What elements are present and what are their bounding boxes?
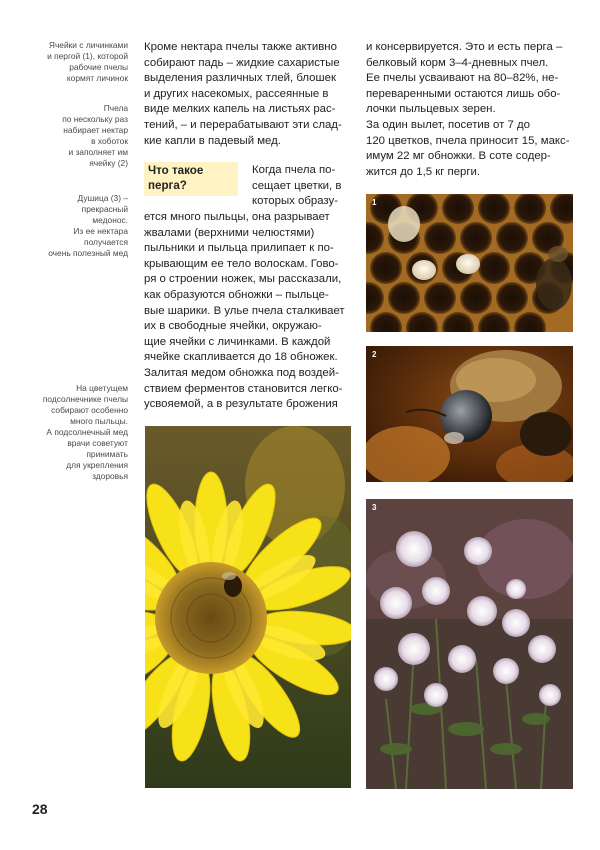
caption-line: Пчела: [103, 103, 128, 113]
photo-number: 3: [372, 503, 377, 512]
caption-line: набирает нектар: [63, 125, 128, 135]
text-line: ется много пыльцы, она разрывает: [144, 211, 330, 223]
heading-line: перга?: [148, 179, 187, 192]
text-line: собирают падь – жидкие сахаристые: [144, 56, 340, 69]
caption-line: принимать: [86, 449, 128, 459]
caption-line: медонос.: [92, 215, 128, 225]
text-line: Когда пчела по-: [252, 164, 336, 176]
caption-line: Ячейки с личинками: [48, 40, 128, 50]
caption-line: собирают особенно: [51, 405, 128, 415]
honeycomb-image: [366, 194, 573, 332]
text-line: выделения различных тлей, блошек: [144, 72, 336, 85]
body-text-right: [366, 40, 572, 180]
text-line: тений, – и перерабатывают эти слад-: [144, 118, 342, 131]
caption-oregano: [20, 193, 128, 259]
text-line: ячейке скапливается до 18 обножек.: [144, 351, 338, 364]
text-line: и консервируется. Это и есть перга –: [366, 41, 563, 53]
caption-line: кормят личинок: [66, 73, 128, 83]
section-heading: [148, 163, 203, 193]
text-line: сещает цветки, в: [252, 179, 342, 192]
text-line: За один вылет, посетив от 7 до: [366, 118, 530, 131]
caption-line: подсолнечнике пчелы: [42, 394, 128, 404]
caption-line: ячейку (2): [89, 158, 128, 168]
text-line: переваренными остаются лишь обо-: [366, 87, 561, 100]
photo-bee: [366, 346, 573, 482]
photo-honeycomb: [366, 194, 573, 332]
caption-bee-nectar: [20, 103, 128, 169]
caption-line: врачи советуют: [67, 438, 128, 448]
caption-line: и пергой (1), которой: [47, 51, 128, 61]
text-line: Кроме нектара пчелы также активно: [144, 41, 337, 53]
text-line: усвояемой, а в результате брожения: [144, 398, 338, 411]
text-line: которых образу-: [252, 195, 338, 208]
text-line: 120 цветков, пчела приносит 15, макс-: [366, 134, 570, 147]
photo-sunflower: [145, 426, 351, 788]
text-line: и других насекомых, рассеянные в: [144, 87, 329, 100]
text-line: лочки пыльцевых зерен.: [366, 103, 496, 116]
caption-line: Из ее нектара: [73, 226, 128, 236]
caption-line: Душица (3) –: [77, 193, 128, 203]
text-line: Ее пчелы усваивают на 80–82%, не-: [366, 72, 559, 85]
text-line: пыльники и пыльца прилипает к по-: [144, 242, 334, 255]
text-line: жится до 1,5 кг перги.: [366, 165, 481, 178]
text-line: кие капли в падевый мед.: [144, 134, 281, 147]
caption-line: прекрасный: [81, 204, 128, 214]
caption-sunflower: [20, 383, 128, 482]
caption-line: в хоботок: [91, 136, 128, 146]
caption-line: для укрепления: [66, 460, 128, 470]
text-line: как образуются обножки – пыльце-: [144, 288, 329, 301]
sunflower-image: [145, 426, 351, 788]
photo-number: 2: [372, 350, 377, 359]
caption-line: На цветущем: [76, 383, 128, 393]
body-text-top: [144, 40, 350, 149]
body-text-side: [252, 163, 350, 210]
caption-line: и заполняет им: [68, 147, 128, 157]
caption-line: получается: [84, 237, 128, 247]
heading-line: Что такое: [148, 164, 204, 177]
text-line: виде мелких капель на листьях рас-: [144, 103, 336, 116]
text-line: вые шарики. В улье пчела сталкивает: [144, 304, 345, 317]
caption-line: очень полезный мед: [48, 248, 128, 258]
photo-number: 1: [372, 198, 377, 207]
text-line: их в свободные ячейки, окружаю-: [144, 320, 322, 333]
body-text-bottom: [144, 210, 350, 413]
text-line: ствием ферментов становится легко-: [144, 382, 343, 395]
text-line: жвалами (верхними челюстями): [144, 226, 315, 239]
caption-line: А подсолнечный мед: [46, 427, 128, 437]
text-line: щие ячейки с личинками. В каждой: [144, 335, 331, 348]
caption-line: рабочие пчелы: [69, 62, 128, 72]
caption-line: много пыльцы.: [70, 416, 128, 426]
text-line: крывающим ее тело волоскам. Гово-: [144, 257, 339, 270]
page-number: 28: [32, 801, 48, 817]
text-line: Залитая медом обножка под воздей-: [144, 366, 339, 379]
text-line: белковый корм 3–4-дневных пчел.: [366, 56, 549, 69]
text-line: имум 22 мг обножки. В соте содер-: [366, 150, 551, 163]
bee-image: [366, 346, 573, 482]
photo-oregano: [366, 499, 573, 789]
text-line: ря о строении ножек, мы рассказали,: [144, 273, 342, 286]
caption-line: здоровья: [92, 471, 128, 481]
caption-line: по нескольку раз: [62, 114, 128, 124]
caption-honeycomb: [20, 40, 128, 84]
oregano-image: [366, 499, 573, 789]
